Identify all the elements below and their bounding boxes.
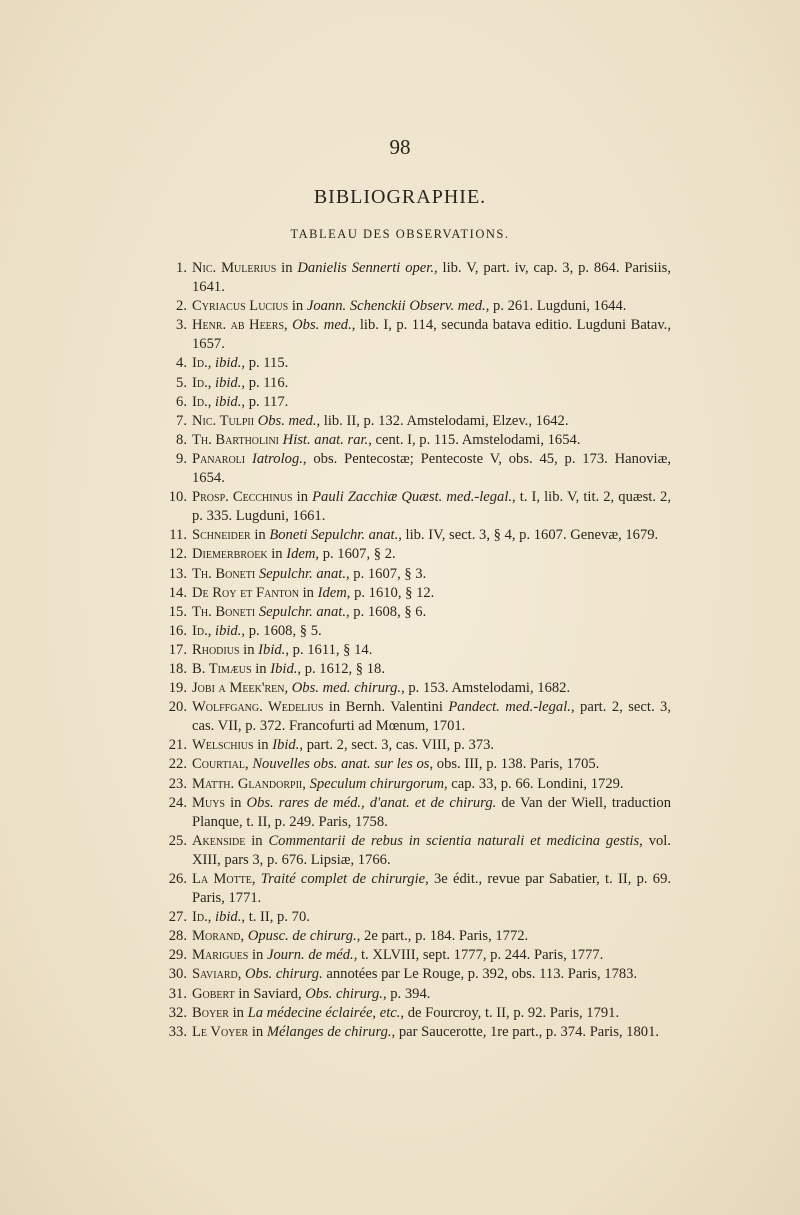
entry-text: [192, 622, 671, 641]
reference-text: in: [248, 1023, 267, 1040]
reference-text: , t. II, p. 70.: [241, 909, 310, 926]
bibliography-entry: [163, 946, 671, 965]
entry-text: [192, 679, 671, 698]
entry-text: [192, 832, 671, 870]
reference-work-title: ibid.: [215, 622, 242, 639]
bibliography-entry: [163, 736, 671, 755]
reference-text: , p. 117.: [241, 393, 289, 410]
entry-text: [192, 354, 671, 373]
entry-text: [192, 1004, 671, 1023]
entry-number: 16.: [168, 622, 187, 639]
reference-author: Morand: [192, 928, 241, 945]
bibliography-entry: [163, 965, 671, 984]
reference-text: ,: [237, 966, 246, 983]
entry-text: [192, 794, 671, 832]
entry-number: 31.: [168, 985, 187, 1002]
reference-author: Welschius: [192, 737, 254, 754]
reference-text: in: [224, 794, 247, 811]
reference-work-title: Idem: [286, 546, 316, 563]
reference-author: Matth. Glandorpii: [192, 775, 303, 792]
entry-text: [192, 431, 671, 450]
reference-work-title: Obs. rares de méd., d'anat. et de chirurg.: [246, 794, 497, 811]
bibliography-entry: [163, 679, 671, 698]
reference-text: , vol. XIII, pars 3, p. 676. Lipsiæ, 1766.: [192, 832, 671, 868]
entry-number: 13.: [168, 565, 187, 582]
entry-text: [192, 1023, 671, 1042]
entry-number: 7.: [176, 412, 187, 429]
reference-text: , p. 153. Amstelodami, 1682.: [401, 680, 571, 697]
entry-number: 20.: [168, 699, 187, 716]
bibliography-entry: [163, 545, 671, 564]
reference-work-title: Obs. chirurg.: [245, 966, 323, 983]
entry-number: 8.: [176, 431, 187, 448]
bibliography-entry: [163, 259, 671, 297]
bibliography-entry: [163, 584, 671, 603]
entry-number: 25.: [168, 832, 187, 849]
entry-text: [192, 927, 671, 946]
bibliography-entry: [163, 985, 671, 1004]
reference-work-title: Traité complet de chirurgie: [260, 871, 426, 887]
bibliography-entry: [163, 870, 671, 908]
entry-number: 15.: [168, 603, 187, 620]
entry-text: [192, 775, 671, 794]
reference-author: Id.: [192, 909, 208, 926]
reference-text: , par Saucerotte, 1re part., p. 374. Paris, 1801.: [391, 1023, 660, 1040]
reference-author: Wolffgang. Wedelius: [192, 699, 324, 716]
entry-number: 19.: [168, 680, 187, 697]
bibliography-entry: [163, 565, 671, 584]
entry-number: 24.: [168, 794, 187, 811]
reference-author: Th. Bartholini: [192, 431, 279, 448]
bibliography-entry: [163, 641, 671, 660]
entry-text: [192, 450, 671, 488]
reference-text: ,: [284, 317, 293, 334]
reference-text: , obs. III, p. 138. Paris, 1705.: [429, 756, 600, 773]
reference-author: Gobert: [192, 985, 235, 1002]
reference-author: Marigues: [192, 947, 249, 964]
bibliography-entry: [163, 1004, 671, 1023]
reference-author: Panaroli: [192, 450, 246, 467]
reference-work-title: Ibid.: [258, 641, 286, 658]
reference-text: , part. 2, sect. 3, cas. VIII, p. 373.: [299, 737, 495, 754]
reference-text: ,: [207, 374, 216, 391]
reference-work-title: Danielis Sennerti oper.: [297, 260, 434, 276]
reference-text: , 2e part., p. 184. Paris, 1772.: [356, 928, 529, 945]
entry-text: [192, 660, 671, 679]
reference-text: , p. 1608, § 5.: [241, 622, 322, 639]
reference-text: , p. 394.: [382, 985, 431, 1002]
reference-text: , p. 1612, § 18.: [297, 660, 385, 677]
bibliography-entry: [163, 412, 671, 431]
bibliography-entry: [163, 316, 671, 354]
entry-number: 11.: [169, 527, 187, 544]
entry-text: [192, 412, 671, 431]
bibliography-entry: [163, 603, 671, 622]
reference-author: Nic. Tulpii: [192, 412, 255, 429]
reference-text: in: [239, 641, 259, 658]
bibliography-entry: [163, 698, 671, 736]
bibliography-entry: [163, 450, 671, 488]
reference-author: Muys: [192, 794, 225, 811]
entry-number: 29.: [168, 947, 187, 964]
reference-text: , p. 1611, § 14.: [285, 641, 373, 658]
entry-text: [192, 755, 671, 774]
reference-text: , cap. 33, p. 66. Londini, 1729.: [444, 775, 624, 792]
reference-work-title: Joann. Schenckii Observ. med.: [306, 298, 486, 315]
bibliography-entry: [163, 622, 671, 641]
reference-work-title: Obs. med. chirurg.: [291, 680, 402, 697]
bibliography-entry: [163, 775, 671, 794]
entry-text: [192, 641, 671, 660]
entry-text: [192, 908, 671, 927]
reference-author: Th. Boneti: [192, 565, 256, 582]
reference-work-title: La médecine éclairée, etc.: [247, 1004, 401, 1021]
reference-author: Rhodius: [192, 641, 240, 658]
bibliography-entry: [163, 431, 671, 450]
reference-text: , part. 2, sect. 3, cas. VII, p. 372. Francofurti ad Mœnum, 1701.: [192, 699, 672, 735]
section-subtitle: TABLEAU DES OBSERVATIONS.: [290, 227, 510, 241]
reference-work-title: Obs. chirurg.: [305, 985, 383, 1002]
bibliography-entry: [163, 526, 671, 545]
reference-work-title: Obs. med.: [257, 412, 317, 429]
reference-text: in: [228, 1004, 248, 1021]
entry-number: 32.: [168, 1004, 187, 1021]
reference-text: in: [276, 260, 298, 276]
reference-text: , cent. I, p. 115. Amstelodami, 1654.: [368, 431, 581, 448]
reference-work-title: Commentarii de rebus in scientia naturali et medicina gestis: [268, 832, 640, 849]
reference-text: de Van der Wiell, traduction Planque, t. II, p. 249. Paris, 1758.: [192, 794, 671, 830]
reference-work-title: Boneti Sepulchr. anat.: [269, 527, 399, 544]
bibliography-entry: [163, 927, 671, 946]
reference-text: in: [292, 489, 313, 506]
reference-text: in Bernh. Valentini: [323, 699, 449, 716]
entry-number: 27.: [168, 909, 187, 926]
reference-text: in: [248, 947, 267, 964]
reference-text: , t. XLVIII, sept. 1777, p. 244. Paris, 1777.: [353, 947, 604, 964]
bibliography-list: [163, 259, 671, 1042]
reference-text: ,: [251, 871, 261, 887]
page-number: 98: [389, 135, 411, 159]
entry-number: 1.: [176, 260, 187, 276]
reference-text: [245, 451, 252, 467]
bibliography-entry: [163, 755, 671, 774]
reference-author: Saviard: [192, 966, 238, 983]
reference-author: Nic. Mulerius: [192, 260, 277, 276]
bibliography-entry: [163, 393, 671, 412]
reference-author: Id.: [192, 622, 208, 639]
entry-number: 12.: [168, 546, 187, 563]
reference-author: Prosp. Cecchinus: [192, 489, 293, 506]
entry-text: [192, 736, 671, 755]
reference-text: in: [288, 298, 307, 315]
reference-text: ,: [207, 355, 216, 372]
reference-author: Courtial: [192, 756, 246, 773]
entry-number: 9.: [176, 450, 187, 467]
reference-text: ,: [207, 393, 216, 410]
entry-number: 30.: [168, 966, 187, 983]
bibliography-entry: [163, 660, 671, 679]
reference-work-title: Mélanges de chirurg.: [266, 1023, 392, 1040]
entry-number: 5.: [176, 374, 187, 391]
entry-text: [192, 488, 671, 526]
reference-text: ,: [245, 756, 253, 773]
reference-text: , lib. V, part. iv, cap. 3, p. 864. Parisiis, 1641.: [192, 260, 671, 296]
reference-work-title: Sepulchr. anat.: [258, 565, 346, 582]
reference-author: Diemerbroek: [192, 546, 268, 563]
entry-text: [192, 870, 671, 908]
reference-text: in: [298, 584, 318, 601]
bibliography-entry: [163, 794, 671, 832]
entry-number: 14.: [168, 584, 187, 601]
reference-text: ,: [240, 928, 248, 945]
section-title: BIBLIOGRAPHIE.: [313, 186, 487, 208]
reference-text: , p. 1607, § 2.: [315, 546, 396, 563]
entry-text: [192, 259, 671, 297]
reference-text: , p. 116.: [241, 374, 289, 391]
reference-text: , p. 115.: [241, 355, 289, 372]
reference-work-title: Pandect. med.-legal.: [448, 699, 571, 716]
reference-text: in Saviard,: [234, 985, 306, 1002]
reference-author: Th. Boneti: [192, 603, 256, 620]
entry-text: [192, 985, 671, 1004]
reference-text: , lib. IV, sect. 3, § 4, p. 1607. Genevæ, 1679.: [398, 527, 659, 544]
reference-work-title: Journ. de méd.: [266, 947, 354, 964]
reference-work-title: ibid.: [215, 374, 242, 391]
reference-text: , lib. II, p. 132. Amstelodami, Elzev., 1642.: [316, 412, 569, 429]
reference-work-title: Speculum chirurgorum: [309, 775, 444, 792]
reference-text: annotées par Le Rouge, p. 392, obs. 113. Paris, 1783.: [322, 966, 638, 983]
entry-text: [192, 946, 671, 965]
entry-text: [192, 297, 671, 316]
reference-text: , de Fourcroy, t. II, p. 92. Paris, 1791.: [400, 1004, 620, 1021]
entry-number: 28.: [168, 928, 187, 945]
reference-author: Cyriacus Lucius: [192, 298, 289, 315]
reference-text: , t. I, lib. V, tit. 2, quæst. 2, p. 335. Lugduni, 1661.: [192, 489, 672, 525]
reference-work-title: Obs. med.: [292, 317, 352, 334]
reference-work-title: ibid.: [215, 909, 242, 926]
bibliography-entry: [163, 908, 671, 927]
reference-text: , p. 1607, § 3.: [345, 565, 427, 582]
entry-number: 33.: [168, 1023, 187, 1040]
reference-work-title: Pauli Zacchiæ Quæst. med.-legal.: [312, 489, 513, 506]
bibliography-entry: [163, 832, 671, 870]
reference-text: in: [267, 546, 287, 563]
reference-author: B. Timæus: [192, 660, 252, 677]
reference-author: Jobi a Meek'ren: [192, 680, 285, 697]
reference-text: in: [250, 527, 270, 544]
reference-text: ,: [207, 909, 216, 926]
reference-work-title: Hist. anat. rar.: [282, 431, 369, 448]
bibliography-entry: [163, 488, 671, 526]
reference-work-title: ibid.: [215, 355, 242, 372]
reference-text: ,: [284, 680, 292, 697]
entry-number: 21.: [168, 737, 187, 754]
reference-work-title: Iatrolog.: [251, 450, 303, 467]
entry-text: [192, 545, 671, 564]
entry-text: [192, 526, 671, 545]
reference-author: Id.: [192, 374, 208, 391]
reference-author: La Motte: [192, 871, 252, 887]
reference-author: Id.: [192, 355, 208, 372]
reference-text: , p. 1610, § 12.: [346, 584, 435, 601]
reference-author: Akenside: [192, 832, 246, 849]
entry-number: 2.: [176, 298, 187, 315]
entry-text: [192, 584, 671, 603]
bibliography-entry: [163, 374, 671, 393]
entry-number: 4.: [176, 355, 187, 372]
reference-text: , lib. I, p. 114, secunda batava editio. Lugduni Batav., 1657.: [192, 317, 671, 353]
entry-text: [192, 965, 671, 984]
entry-number: 6.: [176, 393, 187, 410]
reference-text: ,: [302, 775, 310, 792]
entry-number: 22.: [168, 756, 187, 773]
reference-author: Schneider: [192, 527, 251, 544]
reference-work-title: ibid.: [215, 393, 242, 410]
entry-number: 23.: [168, 775, 187, 792]
reference-author: Le Voyer: [192, 1023, 249, 1040]
entry-number: 18.: [168, 660, 187, 677]
entry-text: [192, 698, 671, 736]
reference-text: in: [245, 832, 269, 849]
reference-author: De Roy et Fanton: [192, 584, 299, 601]
reference-work-title: Opusc. de chirurg.: [247, 928, 357, 945]
reference-work-title: Sepulchr. anat.: [258, 603, 346, 620]
reference-text: in: [253, 737, 273, 754]
reference-author: Henr. ab Heers: [192, 317, 285, 334]
reference-work-title: Nouvelles obs. anat. sur les os: [252, 756, 430, 773]
reference-work-title: Ibid.: [272, 737, 300, 754]
reference-author: Id.: [192, 393, 208, 410]
reference-text: in: [251, 660, 271, 677]
reference-text: ,: [207, 622, 216, 639]
reference-text: , 3e édit., revue par Sabatier, t. II, p. 69. Paris, 1771.: [192, 871, 672, 907]
reference-work-title: Ibid.: [270, 660, 298, 677]
reference-text: , p. 1608, § 6.: [345, 603, 427, 620]
bibliography-entry: [163, 354, 671, 373]
entry-number: 26.: [168, 871, 187, 887]
bibliography-entry: [163, 1023, 671, 1042]
entry-number: 10.: [168, 489, 187, 506]
entry-text: [192, 374, 671, 393]
entry-text: [192, 603, 671, 622]
entry-number: 17.: [168, 641, 187, 658]
reference-author: Boyer: [192, 1004, 229, 1021]
bibliography-entry: [163, 297, 671, 316]
entry-text: [192, 393, 671, 412]
reference-text: , p. 261. Lugduni, 1644.: [485, 298, 627, 315]
entry-text: [192, 316, 671, 354]
entry-text: [192, 565, 671, 584]
reference-work-title: Idem: [317, 584, 347, 601]
reference-text: , obs. Pentecostæ; Pentecoste V, obs. 45, p. 173. Hanoviæ, 1654.: [192, 450, 671, 487]
entry-number: 3.: [176, 317, 187, 334]
